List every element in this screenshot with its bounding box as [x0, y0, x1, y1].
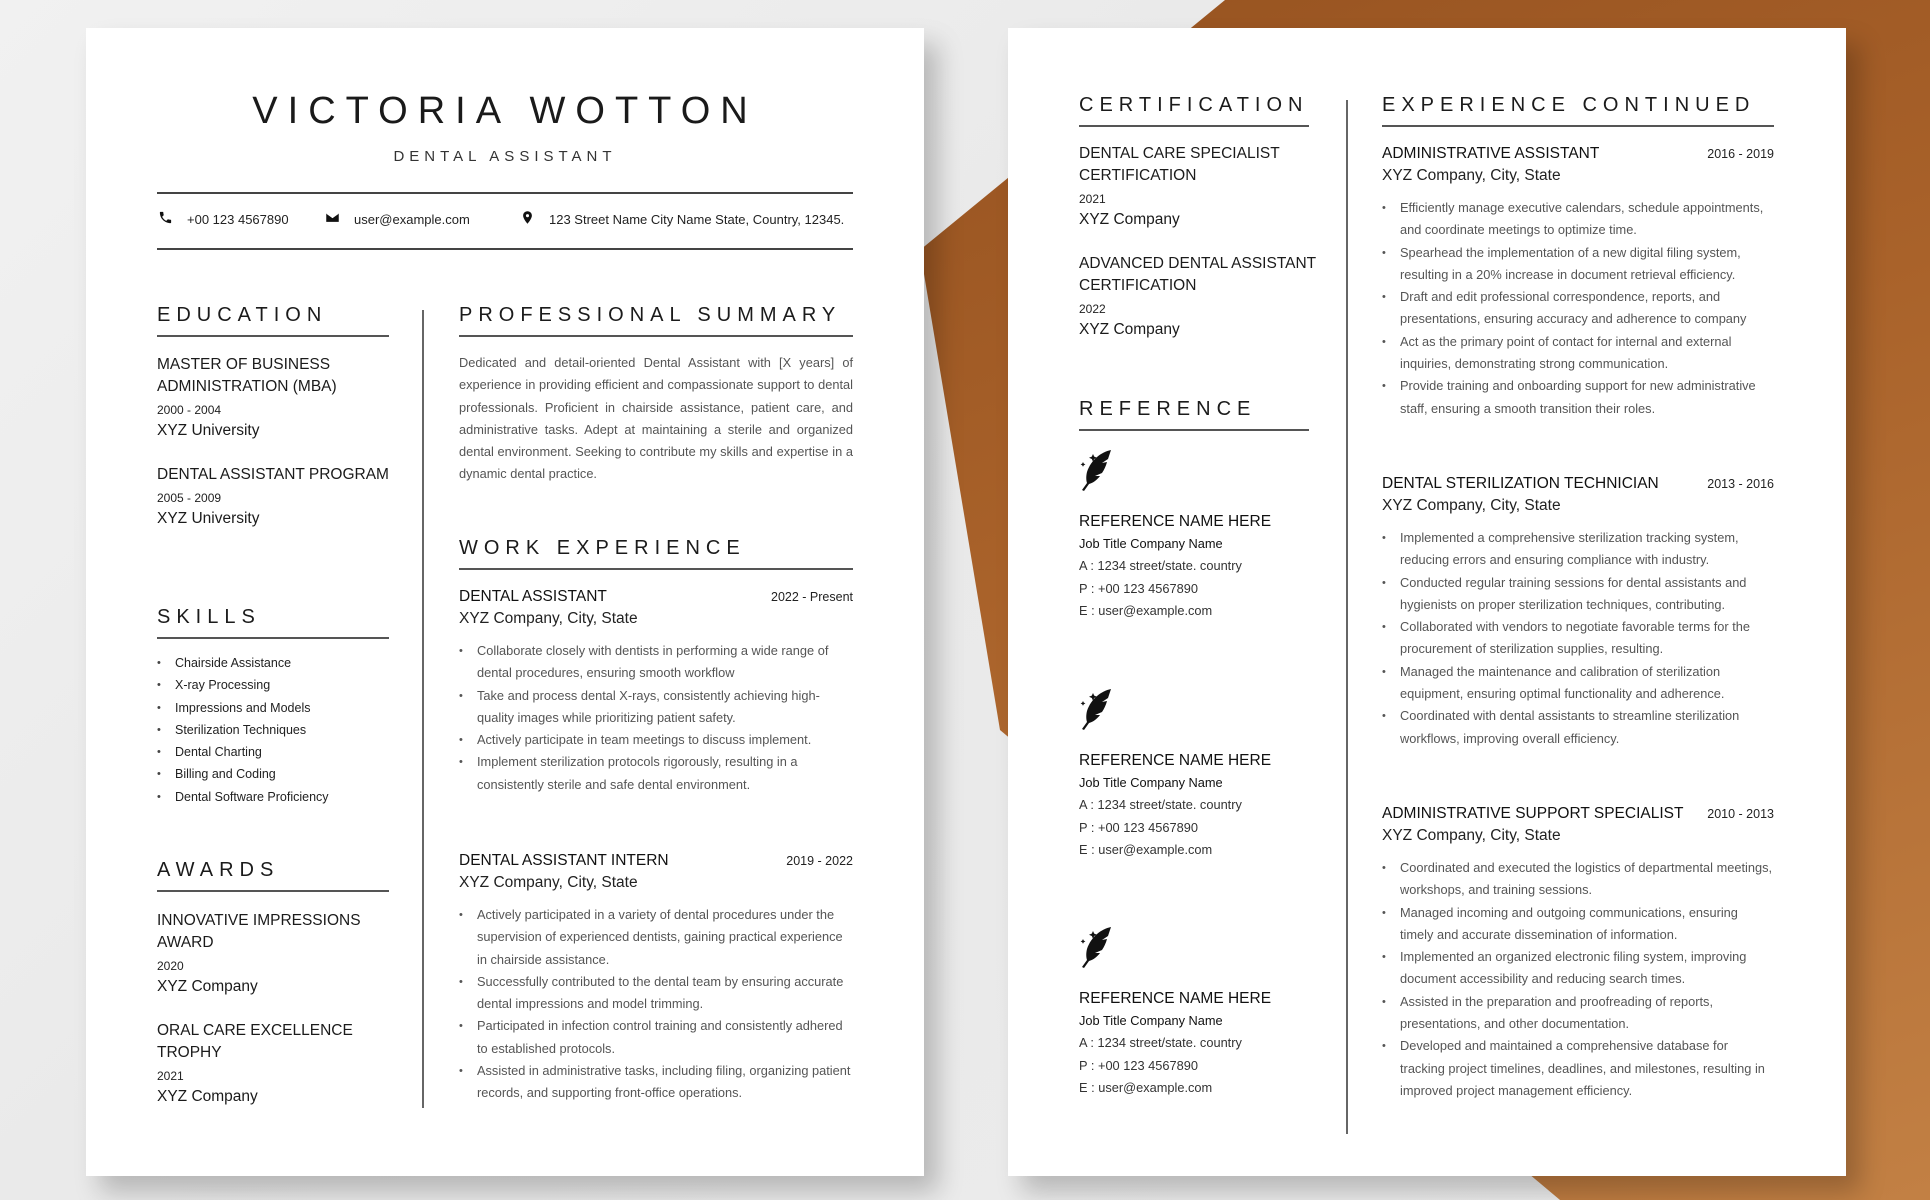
awards-heading: AWARDS — [157, 859, 389, 892]
certification-item — [1079, 253, 1319, 341]
job-company: XYZ Company, City, State — [1382, 827, 1561, 844]
award-name: INNOVATIVE IMPRESSIONS AWARD — [157, 912, 361, 951]
skills-heading: SKILLS — [157, 606, 389, 639]
job-company: XYZ Company, City, State — [459, 874, 638, 891]
award-year: 2020 — [157, 959, 184, 973]
reference-item — [1079, 925, 1329, 1099]
reference-item — [1079, 448, 1329, 622]
reference-job: Job Title Company Name — [1079, 775, 1223, 790]
job-bullet: • Managed the maintenance and calibration of sterilization equipment, ensuring optimal functionality and adherence. — [1382, 661, 1774, 706]
certification-heading: CERTIFICATION — [1079, 94, 1309, 127]
job-dates: 2022 - Present — [771, 590, 853, 604]
job-title: ADMINISTRATIVE ASSISTANT — [1382, 145, 1600, 162]
job-bullet: • Assisted in the preparation and proofreading of reports, presentations, and other documentation. — [1382, 991, 1774, 1036]
award-item — [157, 910, 397, 998]
job-bullet: • Collaborated with vendors to negotiate favorable terms for the procurement of sterilization supplies, resulting. — [1382, 616, 1774, 661]
job-entry — [459, 586, 853, 796]
job-bullet: • Spearhead the implementation of a new digital filing system, resulting in a 20% increase in document retrieval efficiency. — [1382, 242, 1774, 287]
reference-job: Job Title Company Name — [1079, 536, 1223, 551]
job-bullet: • Developed and maintained a comprehensive database for tracking project timelines, deadlines, and milestones, resulting in improved project management efficiency. — [1382, 1035, 1774, 1102]
reference-phone: P : +00 123 4567890 — [1079, 580, 1198, 596]
work-heading: WORK EXPERIENCE — [459, 537, 853, 570]
job-bullet: • Successfully contributed to the dental team by ensuring accurate dental impressions and model trimming. — [459, 971, 853, 1016]
education-list — [157, 354, 397, 552]
skill-item: • X-ray Processing — [157, 674, 407, 696]
experience-continued-heading: EXPERIENCE CONTINUED — [1382, 94, 1774, 127]
job-bullet: • Assisted in administrative tasks, including filing, organizing patient records, and supporting front-office operations. — [459, 1060, 853, 1105]
job-bullet: • Implemented a comprehensive sterilization tracking system, reducing errors and ensuring compliance with industry. — [1382, 527, 1774, 572]
job-bullet: • Implemented an organized electronic filing system, improving document accessibility and reducing search times. — [1382, 946, 1774, 991]
job-entry — [1382, 803, 1774, 1102]
degree-years: 2005 - 2009 — [157, 491, 222, 505]
job-bullet: • Coordinated with dental assistants to streamline sterilization workflows, improving overall efficiency. — [1382, 705, 1774, 750]
candidate-role: DENTAL ASSISTANT — [393, 148, 617, 165]
awards-list — [157, 910, 397, 1130]
job-bullet: • Actively participated in a variety of dental procedures under the supervision of experienced dentists, gaining practical experience in chairside assistance. — [459, 904, 853, 971]
degree-institution: XYZ University — [157, 422, 260, 439]
award-name: ORAL CARE EXCELLENCE TROPHY — [157, 1022, 353, 1061]
award-organization: XYZ Company — [157, 978, 258, 995]
degree-years: 2000 - 2004 — [157, 403, 222, 417]
job-bullet: • Provide training and onboarding support for new administrative staff, ensuring a smooth transition their roles. — [1382, 375, 1774, 420]
certification-year: 2022 — [1079, 302, 1106, 316]
reference-item — [1079, 687, 1329, 861]
job-dates: 2013 - 2016 — [1707, 477, 1774, 491]
job-bullet: • Efficiently manage executive calendars, schedule appointments, and coordinate meetings to optimize time. — [1382, 197, 1774, 242]
reference-address: A : 1234 street/state. country — [1079, 558, 1242, 574]
skill-item: • Impressions and Models — [157, 697, 407, 719]
job-bullets — [1382, 527, 1774, 750]
contact-phone — [158, 210, 289, 228]
job-bullets — [1382, 197, 1774, 420]
resume-page-2 — [1008, 28, 1846, 1176]
award-item — [157, 1020, 397, 1108]
reference-email: E : user@example.com — [1079, 602, 1213, 618]
certification-issuer: XYZ Company — [1079, 321, 1180, 338]
certification-name: ADVANCED DENTAL ASSISTANT CERTIFICATION — [1079, 255, 1316, 294]
reference-name: REFERENCE NAME HERE — [1079, 990, 1272, 1007]
column-divider — [422, 310, 424, 1108]
contact-address — [520, 210, 844, 228]
certification-issuer: XYZ Company — [1079, 211, 1180, 228]
job-dates: 2010 - 2013 — [1707, 807, 1774, 821]
job-header — [459, 850, 853, 872]
job-title: DENTAL STERILIZATION TECHNICIAN — [1382, 475, 1659, 492]
street-address: 123 Street Name City Name State, Country, 12345. — [549, 211, 845, 227]
divider — [157, 192, 853, 194]
skill-item: • Dental Software Proficiency — [157, 786, 407, 808]
job-entry — [1382, 143, 1774, 420]
divider — [157, 248, 853, 250]
degree-institution: XYZ University — [157, 510, 260, 527]
reference-address: A : 1234 street/state. country — [1079, 797, 1242, 813]
job-bullet: • Draft and edit professional correspondence, reports, and presentations, ensuring accuracy and adherence to company — [1382, 286, 1774, 331]
job-company: XYZ Company, City, State — [459, 610, 638, 627]
certification-year: 2021 — [1079, 192, 1106, 206]
reference-phone: P : +00 123 4567890 — [1079, 819, 1198, 835]
certification-list — [1079, 143, 1319, 363]
certification-item — [1079, 143, 1319, 231]
skill-item: • Billing and Coding — [157, 763, 407, 785]
resume-page-1 — [86, 28, 924, 1176]
job-bullet: • Actively participate in team meetings to discuss implement. — [459, 729, 853, 751]
reference-address: A : 1234 street/state. country — [1079, 1035, 1242, 1051]
job-bullet: • Take and process dental X-rays, consistently achieving high-quality images while prioritizing patient safety. — [459, 685, 853, 730]
education-item — [157, 354, 397, 442]
job-dates: 2016 - 2019 — [1707, 147, 1774, 161]
skill-item: • Sterilization Techniques — [157, 719, 407, 741]
feather-icon — [1079, 718, 1115, 735]
job-header — [1382, 803, 1774, 825]
job-header — [1382, 143, 1774, 165]
reference-email: E : user@example.com — [1079, 1079, 1213, 1095]
certification-name: DENTAL CARE SPECIALIST CERTIFICATION — [1079, 145, 1280, 184]
reference-phone: P : +00 123 4567890 — [1079, 1057, 1198, 1073]
envelope-icon — [325, 210, 340, 228]
job-company: XYZ Company, City, State — [1382, 497, 1561, 514]
education-heading: EDUCATION — [157, 304, 389, 337]
email-address: user@example.com — [354, 211, 470, 227]
degree-name: DENTAL ASSISTANT PROGRAM — [157, 466, 389, 483]
job-bullet: • Coordinated and executed the logistics of departmental meetings, workshops, and training sessions. — [1382, 857, 1774, 902]
job-bullet: • Implement sterilization protocols rigorously, resulting in a consistently sterile and safe dental environment. — [459, 751, 853, 796]
job-entry — [1382, 473, 1774, 750]
job-title: ADMINISTRATIVE SUPPORT SPECIALIST — [1382, 805, 1684, 822]
job-bullets — [459, 640, 853, 796]
summary-heading: PROFESSIONAL SUMMARY — [459, 304, 853, 337]
job-bullets — [459, 904, 853, 1105]
reference-name: REFERENCE NAME HERE — [1079, 513, 1272, 530]
education-item — [157, 464, 397, 530]
award-year: 2021 — [157, 1069, 184, 1083]
reference-job: Job Title Company Name — [1079, 1013, 1223, 1028]
job-company: XYZ Company, City, State — [1382, 167, 1561, 184]
job-title: DENTAL ASSISTANT — [459, 588, 607, 605]
award-organization: XYZ Company — [157, 1088, 258, 1105]
phone-icon — [158, 210, 173, 228]
job-bullet: • Act as the primary point of contact for internal and external inquiries, demonstrating strong communication. — [1382, 331, 1774, 376]
job-entry — [459, 850, 853, 1105]
candidate-name: VICTORIA WOTTON — [252, 90, 758, 132]
phone-number: +00 123 4567890 — [187, 211, 289, 227]
job-header — [1382, 473, 1774, 495]
skill-item: • Dental Charting — [157, 741, 407, 763]
skill-item: • Chairside Assistance — [157, 652, 407, 674]
contact-email — [325, 210, 470, 228]
job-bullet: • Managed incoming and outgoing communications, ensuring timely and accurate dissemination of information. — [1382, 902, 1774, 947]
job-dates: 2019 - 2022 — [786, 854, 853, 868]
job-bullet: • Collaborate closely with dentists in performing a wide range of dental procedures, ensuring smooth workflow — [459, 640, 853, 685]
degree-name: MASTER OF BUSINESS ADMINISTRATION (MBA) — [157, 356, 337, 395]
feather-icon — [1079, 479, 1115, 496]
job-bullets — [1382, 857, 1774, 1102]
job-title: DENTAL ASSISTANT INTERN — [459, 852, 669, 869]
job-bullet: • Conducted regular training sessions for dental assistants and hygienists on proper sterilization techniques, contributing. — [1382, 572, 1774, 617]
column-divider — [1346, 100, 1348, 1134]
summary-text: Dedicated and detail-oriented Dental Assistant with [X years] of experience in providing efficient and compassionate support to dental professionals. Proficient in chairside assistance, patient care, and administrative tasks. Adept at maintaining a sterile and organized dental environment. Seeking to contribute my skills and expertise in a dynamic dental practice. — [459, 355, 853, 482]
reference-email: E : user@example.com — [1079, 841, 1213, 857]
job-bullet: • Participated in infection control training and consistently adhered to established protocols. — [459, 1015, 853, 1060]
location-pin-icon — [520, 210, 535, 228]
feather-icon — [1079, 956, 1115, 973]
job-header — [459, 586, 853, 608]
skills-list — [157, 652, 407, 808]
reference-name: REFERENCE NAME HERE — [1079, 752, 1272, 769]
reference-heading: REFERENCE — [1079, 398, 1309, 431]
